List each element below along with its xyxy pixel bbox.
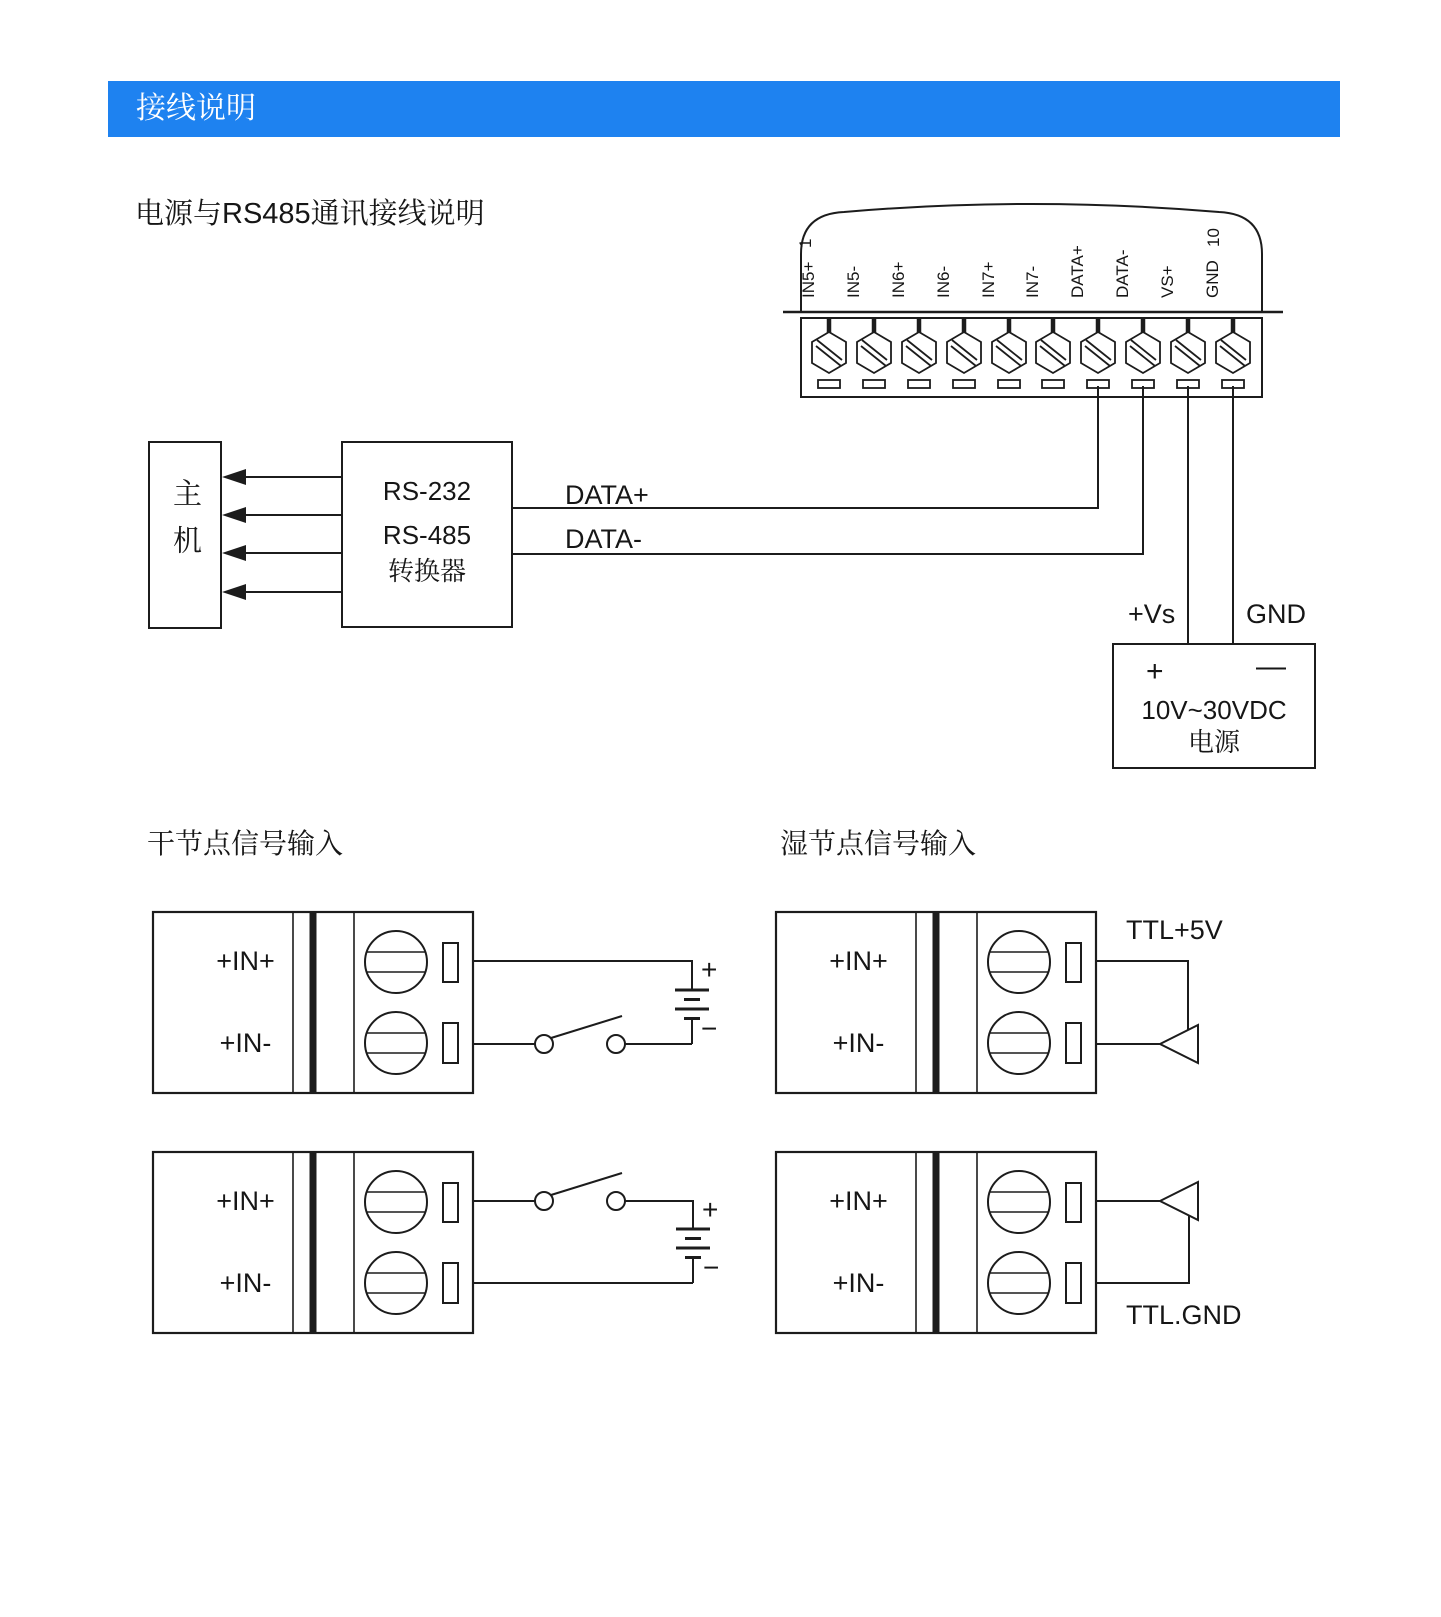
- data-plus-label: DATA+: [565, 480, 649, 510]
- converter-line-2: RS-485: [382, 520, 472, 550]
- gnd-label: GND: [1246, 599, 1306, 629]
- power-minus-sign: —: [1256, 650, 1286, 683]
- pin-label-in7p: IN7+: [979, 261, 998, 298]
- power-name-label: 电源: [1187, 727, 1240, 757]
- pin-label-vsp: VS+: [1158, 265, 1177, 298]
- pin-label-in5m: IN5-: [844, 265, 863, 298]
- contact-box: [776, 1152, 1096, 1333]
- power-voltage-label: 10V~30VDC: [1141, 695, 1287, 725]
- wet1-ttl-label: TTL+5V: [1126, 915, 1223, 945]
- pin-number-first: 1: [796, 238, 815, 248]
- vs-label: +Vs: [1128, 599, 1176, 629]
- terminal-strip: [801, 318, 1262, 397]
- pin-label-in7m: IN7-: [1023, 265, 1042, 298]
- dry2-battery-plus: +: [702, 1194, 719, 1225]
- host-box-label: 主机: [169, 478, 201, 572]
- pin-label-datam: DATA-: [1113, 249, 1132, 298]
- buffer-triangle: [1160, 1025, 1198, 1063]
- contact-box: [153, 1152, 473, 1333]
- pin-label-in6p: IN6+: [889, 261, 908, 298]
- contact-box: [153, 912, 473, 1093]
- rs485-section-title: 电源与RS485通讯接线说明: [135, 198, 485, 230]
- dry1-in-minus-label: +IN-: [219, 1028, 272, 1058]
- page-title: 接线说明: [136, 92, 256, 125]
- switch-symbol: [535, 1173, 625, 1210]
- dry1-in-plus-label: +IN+: [216, 946, 275, 976]
- wet2-in-minus-label: +IN-: [832, 1268, 885, 1298]
- dry-diagram-2: [473, 1201, 693, 1283]
- wet-contact-title: 湿节点信号输入: [780, 828, 977, 859]
- pin-number-last: 10: [1204, 228, 1223, 247]
- section-header-bar: [108, 81, 1340, 137]
- converter-line-1: RS-232: [382, 476, 472, 506]
- dry2-battery-minus: −: [703, 1252, 720, 1283]
- wet-diagram-1: [1096, 961, 1188, 1044]
- buffer-triangle: [1160, 1182, 1198, 1220]
- dry1-battery-minus: −: [701, 1013, 718, 1044]
- signal-wires: [512, 386, 1233, 644]
- dry2-in-plus-label: +IN+: [216, 1186, 275, 1216]
- wet-diagram-2: [1096, 1201, 1189, 1283]
- arrowheads: [222, 469, 246, 600]
- dry1-battery-plus: +: [701, 954, 718, 985]
- dry2-in-minus-label: +IN-: [219, 1268, 272, 1298]
- pin-label-in5p: IN5+: [799, 261, 818, 298]
- wet2-ttl-label: TTL.GND: [1126, 1300, 1242, 1330]
- pin-label-gnd: GND: [1203, 260, 1222, 298]
- wet2-in-plus-label: +IN+: [829, 1186, 888, 1216]
- wet1-in-plus-label: +IN+: [829, 946, 888, 976]
- pin-label-datap: DATA+: [1068, 245, 1087, 298]
- dry-contact-title: 干节点信号输入: [147, 828, 344, 859]
- data-minus-label: DATA-: [565, 524, 642, 554]
- contact-box: [776, 912, 1096, 1093]
- dry-diagram-1: [473, 961, 692, 1044]
- pin-label-in6m: IN6-: [934, 265, 953, 298]
- converter-line-3: 转换器: [387, 556, 466, 586]
- terminal-screws: [812, 319, 1250, 388]
- power-plus-sign: +: [1146, 655, 1164, 688]
- wet1-in-minus-label: +IN-: [832, 1028, 885, 1058]
- switch-symbol: [535, 1016, 625, 1053]
